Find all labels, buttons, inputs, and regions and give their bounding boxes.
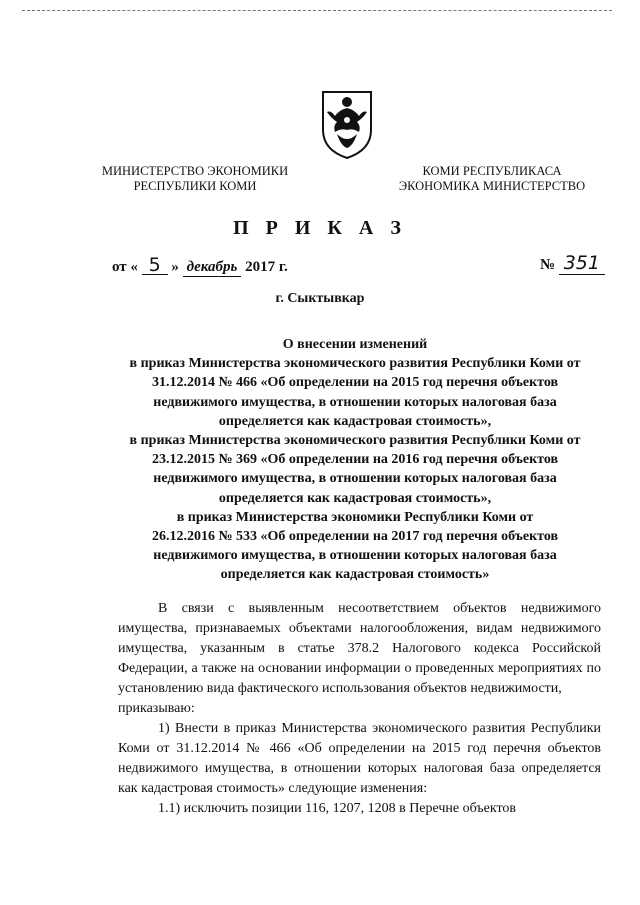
- komi-emblem-icon: [319, 86, 375, 160]
- subject-line: недвижимого имущества, в отношении которых налоговая база: [153, 394, 557, 410]
- ministry-komi-line-1: КОМИ РЕСПУБЛИКАСА: [422, 164, 562, 178]
- item-1-1-paragraph: 1.1) исключить позиции 116, 1207, 1208 в Перечне объектов: [158, 801, 517, 816]
- subject-line: 26.12.2016 № 533 «Об определении на 2017 год перечня объектов: [151, 529, 559, 545]
- number-value-handwritten: 351: [559, 252, 605, 275]
- subject-line: недвижимого имущества, в отношении которых налоговая база: [153, 471, 557, 487]
- preamble-paragraph: В связи с выявленным несоответствием объектов недвижимого имущества, признаваемых объектами налогообложения, видам недвижимого имущества, указанным в статье 378.2 Налогового кодекса Российской Федерации, а также на основании информации о проведенных мероприятиях по установлению вида фактического использования объектов недвижимости,: [118, 601, 601, 696]
- document-title: П Р И К А З: [233, 217, 407, 239]
- number-label: №: [540, 257, 556, 273]
- subject-line: в приказ Министерства экономики Республики Коми от: [176, 509, 534, 525]
- date-prefix: от «: [112, 259, 138, 275]
- subject-line: недвижимого имущества, в отношении которых налоговая база: [153, 548, 557, 564]
- date-separator: »: [171, 259, 179, 275]
- subject-line: определяется как кадастровая стоимость»,: [218, 490, 492, 506]
- scan-top-rule: [22, 10, 612, 11]
- subject-line: 23.12.2015 № 369 «Об определении на 2016 год перечня объектов: [151, 452, 559, 468]
- item-1-paragraph: 1) Внести в приказ Министерства экономического развития Республики Коми от 31.12.2014 № 466 «Об определении на 2015 год перечня объектов недвижимого имущества, в отношении которых налоговая база определяется как кадастровая стоимость» следующие изменения:: [118, 721, 601, 796]
- subject-line: определяется как кадастровая стоимость»,: [218, 413, 492, 429]
- ministry-komi-line-2: ЭКОНОМИКА МИНИСТЕРСТВО: [398, 179, 586, 193]
- subject-line: О внесении изменений: [282, 337, 428, 352]
- date-year: 2017 г.: [245, 259, 288, 275]
- ministry-ru-line-2: РЕСПУБЛИКИ КОМИ: [133, 179, 257, 193]
- subject-line: 31.12.2014 № 466 «Об определении на 2015 год перечня объектов: [151, 375, 559, 391]
- date-day-handwritten: 5: [142, 256, 168, 275]
- subject-line: в приказ Министерства экономического развития Республики Коми от: [129, 433, 581, 449]
- order-subject: [105, 335, 605, 585]
- ministry-ru-line-1: МИНИСТЕРСТВО ЭКОНОМИКИ: [101, 164, 289, 178]
- ministry-name-komi: [392, 164, 592, 194]
- subject-line: в приказ Министерства экономического развития Республики Коми от: [129, 356, 581, 372]
- ministry-name-russian: [100, 164, 290, 194]
- subject-line: определяется как кадастровая стоимость»: [220, 567, 490, 583]
- issue-city: г. Сыктывкар: [275, 291, 365, 306]
- order-number: [540, 252, 605, 275]
- order-body: [118, 599, 601, 819]
- order-word: приказываю:: [118, 701, 195, 716]
- date-month: декабрь: [183, 259, 242, 277]
- order-date: [112, 256, 288, 277]
